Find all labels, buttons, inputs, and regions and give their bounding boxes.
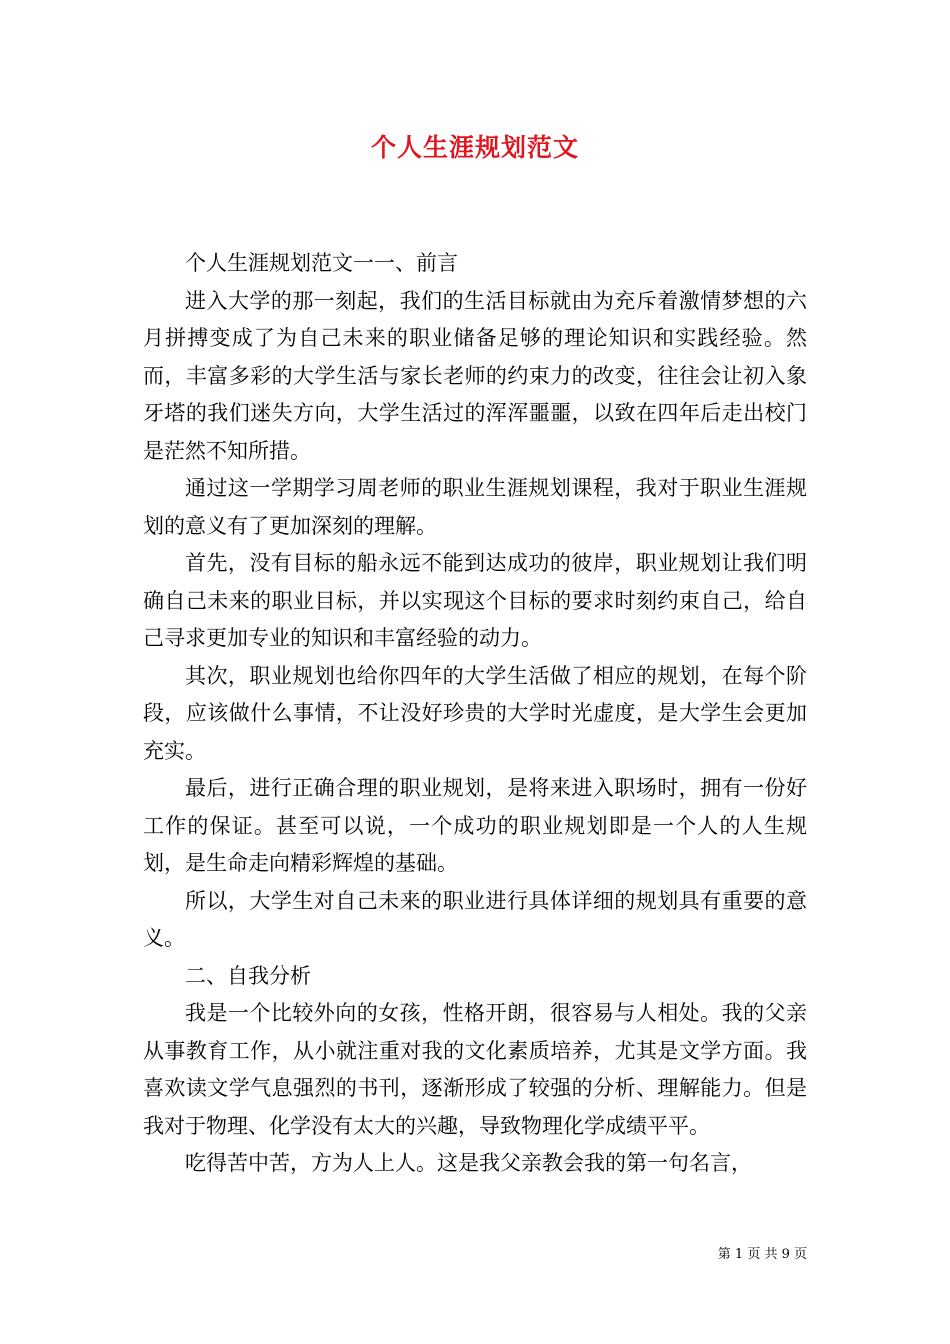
page-number: 第 1 页 共 9 页 <box>717 1247 807 1262</box>
paragraph: 通过这一学期学习周老师的职业生涯规划课程，我对于职业生涯规划的意义有了更加深刻的理解。 <box>143 476 807 538</box>
paragraph: 我是一个比较外向的女孩，性格开朗，很容易与人相处。我的父亲从事教育工作，从小就注重对我的文化素质培养，尤其是文学方面。我喜欢读文学气息强烈的书刊，逐渐形成了较强的分析、理解能力。但是我对于物理、化学没有太大的兴趣，导致物理化学成绩平平。 <box>143 1001 807 1138</box>
paragraph: 个人生涯规划范文一一、前言 <box>185 251 458 275</box>
paragraph: 所以，大学生对自己未来的职业进行具体详细的规划具有重要的意义。 <box>143 888 807 950</box>
document-body <box>143 245 807 1183</box>
document-title: 个人生涯规划范文 <box>370 133 579 162</box>
paragraph: 最后，进行正确合理的职业规划，是将来进入职场时，拥有一份好工作的保证。甚至可以说，一个成功的职业规划即是一个人的人生规划，是生命走向精彩辉煌的基础。 <box>143 776 807 875</box>
section-heading: 二、自我分析 <box>185 963 311 988</box>
paragraph: 首先，没有目标的船永远不能到达成功的彼岸，职业规划让我们明确自己未来的职业目标，并以实现这个目标的要求时刻约束自己，给自己寻求更加专业的知识和丰富经验的动力。 <box>143 551 807 650</box>
paragraph: 进入大学的那一刻起，我们的生活目标就由为充斥着激情梦想的六月拼搏变成了为自己未来的职业储备足够的理论知识和实践经验。然而，丰富多彩的大学生活与家长老师的约束力的改变，往往会让初入象牙塔的我们迷失方向，大学生活过的浑浑噩噩，以致在四年后走出校门是茫然不知所措。 <box>143 288 807 463</box>
paragraph: 吃得苦中苦，方为人上人。这是我父亲教会我的第一句名言， <box>185 1151 752 1175</box>
paragraph: 其次，职业规划也给你四年的大学生活做了相应的规划，在每个阶段，应该做什么事情，不让没好珍贵的大学时光虚度，是大学生会更加充实。 <box>143 663 807 763</box>
